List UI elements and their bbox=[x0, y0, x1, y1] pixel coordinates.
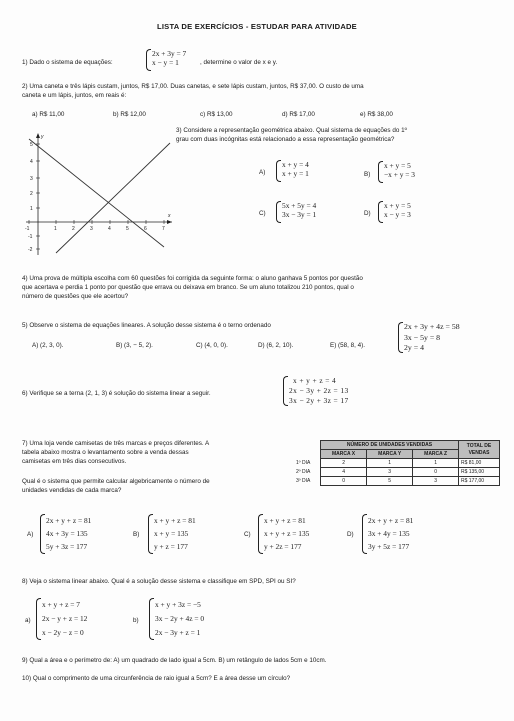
table-header-group: NÚMERO DE UNIDADES VENDIDAS bbox=[321, 441, 459, 450]
q5-option-e[interactable]: E) (58, 8, 4). bbox=[330, 342, 365, 349]
q1-question: , determine o valor de x e y. bbox=[200, 59, 278, 66]
y-tick-label: -1 bbox=[28, 234, 33, 240]
eq: y + 2z = 177 bbox=[264, 542, 302, 551]
q2-line1: 2) Uma caneta e três lápis custam, juntos, R$ 17,00. Duas canetas, e sete lápis custam, juntos, R$ 37,00. O custo de uma bbox=[22, 83, 364, 90]
q7-option-d[interactable] bbox=[362, 514, 413, 554]
q5-system bbox=[398, 322, 460, 353]
cell: 2 bbox=[321, 459, 367, 468]
eq: x + y = 5 bbox=[384, 201, 411, 210]
q4-line3: número de questões que ele acertou? bbox=[22, 293, 129, 300]
eq: x − 2y − z = 0 bbox=[42, 628, 84, 637]
line-x-plus-y bbox=[29, 139, 164, 247]
q5-option-d[interactable]: D) (6, 2, 10). bbox=[258, 342, 294, 349]
q6-eq2: 2x − 3y + 2z = 13 bbox=[289, 386, 349, 395]
q7-line4: Qual é o sistema que permite calcular algebricamente o número de bbox=[22, 478, 210, 485]
q1-eq2: x − y = 1 bbox=[152, 58, 179, 67]
eq: 3x − 2y + 4z = 0 bbox=[155, 614, 205, 623]
q7-option-a[interactable] bbox=[40, 514, 91, 554]
eq: 3x − 3y = 1 bbox=[282, 210, 317, 219]
q6-eq1: x + y + z = 4 bbox=[293, 376, 337, 385]
q2-option-c: c) R$ 13,00 bbox=[200, 111, 233, 118]
q7-option-c-label: C) bbox=[244, 531, 251, 538]
eq: −x + y = 3 bbox=[384, 170, 415, 179]
q4-line2: que acertava e perdia 1 ponto por questão que errava ou deixava em branco. Se um aluno totalizou 210 pontos, qual o bbox=[22, 284, 354, 291]
eq: 4x + 3y = 135 bbox=[46, 529, 88, 538]
q3-line2: grau com duas incógnitas está relacionado a essa representação geométrica? bbox=[176, 136, 395, 143]
q3-option-d-label: D) bbox=[364, 210, 371, 217]
eq: y + z = 177 bbox=[154, 542, 188, 551]
page-title: LISTA DE EXERCÍCIOS - ESTUDAR PARA ATIVIDADE bbox=[157, 22, 357, 31]
eq: 2x − y + z = 12 bbox=[42, 614, 88, 623]
q8-system-a bbox=[36, 598, 87, 640]
cell: 5 bbox=[367, 477, 413, 486]
eq: x + y + z = 135 bbox=[264, 529, 310, 538]
sales-table bbox=[294, 440, 500, 486]
q1-eq1: 2x + 3y = 7 bbox=[152, 49, 187, 58]
cell: 1 bbox=[413, 459, 459, 468]
cell: 1 bbox=[367, 459, 413, 468]
q3-line1: 3) Considere a representação geométrica abaixo. Qual sistema de equações do 1º bbox=[176, 127, 407, 134]
eq: x + y + z = 81 bbox=[154, 516, 196, 525]
q6-eq3: 3x − 2y + 3z = 17 bbox=[289, 396, 349, 405]
q5-eq3: 2y = 4 bbox=[404, 343, 424, 352]
q3-option-b[interactable] bbox=[378, 161, 415, 183]
q3-option-d[interactable] bbox=[378, 201, 411, 223]
y-tick-label: 4 bbox=[30, 159, 33, 165]
table-row bbox=[294, 468, 500, 477]
q2-option-a: a) R$ 11,00 bbox=[32, 111, 65, 118]
eq: 3y + 5z = 177 bbox=[368, 542, 410, 551]
day-label: 1º DIA bbox=[296, 460, 311, 466]
x-tick-label: -1 bbox=[25, 226, 30, 232]
eq: 2x − 3y + z = 1 bbox=[155, 628, 201, 637]
eq: x + y + z = 7 bbox=[42, 600, 80, 609]
cell: 3 bbox=[413, 477, 459, 486]
day-label: 3º DIA bbox=[296, 478, 311, 484]
cell-total: R$ 135,00 bbox=[459, 468, 500, 477]
q7-option-a-label: A) bbox=[27, 531, 34, 538]
table-col-header: MARCA X bbox=[321, 450, 367, 459]
eq: x + y + z = 81 bbox=[264, 516, 306, 525]
q8-b-label: b) bbox=[133, 617, 139, 624]
eq: x + y = 4 bbox=[282, 160, 309, 169]
eq: x + y = 1 bbox=[282, 169, 309, 178]
q3-graph bbox=[26, 131, 172, 255]
q5-option-a[interactable]: A) (2, 3, 0). bbox=[32, 342, 64, 349]
eq: 5y + 3z = 177 bbox=[46, 542, 88, 551]
table-col-header: MARCA Z bbox=[413, 450, 459, 459]
q3-option-a-label: A) bbox=[259, 169, 266, 176]
q7-option-b[interactable] bbox=[148, 514, 196, 554]
y-tick-label: 1 bbox=[30, 206, 33, 212]
q6-prompt: 6) Verifique se a terna (2, 1, 3) é solução do sistema linear a seguir. bbox=[22, 390, 211, 397]
eq: 5x + 5y = 4 bbox=[282, 201, 317, 210]
q2-option-b: b) R$ 12,00 bbox=[113, 111, 146, 118]
x-tick-label: 2 bbox=[72, 226, 75, 232]
q8-a-label: a) bbox=[25, 617, 31, 624]
q2-option-e: e) R$ 38,00 bbox=[360, 111, 393, 118]
q2-option-d: d) R$ 17,00 bbox=[282, 111, 315, 118]
q5-eq1: 2x + 3y + 4z = 58 bbox=[404, 322, 460, 331]
cell: 0 bbox=[321, 477, 367, 486]
table-col-header: MARCA Y bbox=[367, 450, 413, 459]
eq: 2x + y + z = 81 bbox=[46, 516, 92, 525]
x-tick-label: 6 bbox=[144, 226, 147, 232]
cell: 0 bbox=[413, 468, 459, 477]
x-tick-label: 4 bbox=[108, 226, 111, 232]
q8-prompt: 8) Veja o sistema linear abaixo. Qual é a solução desse sistema e classifique em SPD, SPI ou SI? bbox=[22, 578, 296, 585]
eq: x + y + 3z = −5 bbox=[155, 600, 201, 609]
y-tick-label: 2 bbox=[30, 191, 33, 197]
cell: 4 bbox=[321, 468, 367, 477]
y-axis-label: y bbox=[41, 134, 44, 140]
y-axis-arrow bbox=[36, 133, 40, 138]
eq: 3x + 4y = 135 bbox=[368, 529, 410, 538]
y-tick-label: 5 bbox=[30, 142, 33, 148]
eq: x − y = 3 bbox=[384, 210, 411, 219]
q7-line2: tabela abaixo mostra o levantamento sobre a venda dessas bbox=[22, 449, 189, 456]
cell-total: R$ 177,00 bbox=[459, 477, 500, 486]
q7-option-d-label: D) bbox=[347, 531, 354, 538]
table-header-total: TOTAL DE VENDAS bbox=[459, 441, 500, 459]
q1-system bbox=[146, 49, 186, 71]
table-row bbox=[294, 477, 500, 486]
q5-prompt: 5) Observe o sistema de equações lineares. A solução desse sistema é o terno ordenado bbox=[22, 322, 271, 329]
q7-line3: camisetas em três dias consecutivos. bbox=[22, 458, 127, 465]
q6-system bbox=[283, 376, 349, 406]
q4-line1: 4) Uma prova de múltipla escolha com 60 questões foi corrigida da seguinte forma: o aluno ganhava 5 pontos por questão bbox=[22, 275, 363, 282]
cell-total: R$ 81,00 bbox=[459, 459, 500, 468]
q1-prompt: 1) Dado o sistema de equações: bbox=[22, 59, 113, 66]
eq: 2x + y + z = 81 bbox=[368, 516, 414, 525]
cell: 3 bbox=[367, 468, 413, 477]
q5-eq2: 3x − 5y = 8 bbox=[404, 332, 441, 342]
line-x-minus-y bbox=[56, 143, 170, 253]
x-axis-arrow bbox=[167, 220, 172, 224]
q8-system-b bbox=[149, 598, 204, 640]
x-tick-label: 1 bbox=[54, 226, 57, 232]
q5-option-c[interactable]: C) (4, 0, 0). bbox=[196, 342, 228, 349]
y-tick-label: 3 bbox=[30, 176, 33, 182]
q7-option-b-label: B) bbox=[133, 531, 140, 538]
q3-option-b-label: B) bbox=[364, 171, 371, 178]
eq: x + y = 5 bbox=[384, 161, 411, 170]
q7-option-c[interactable] bbox=[258, 514, 309, 554]
x-tick-label: 7 bbox=[162, 226, 165, 232]
x-axis-label: x bbox=[168, 213, 171, 219]
q7-line1: 7) Uma loja vende camisetas de três marcas e preços diferentes. A bbox=[22, 440, 210, 447]
y-tick-label: -2 bbox=[28, 247, 33, 253]
q10-prompt: 10) Qual o comprimento de uma circunferência de raio igual a 5cm? E a área desse um círculo? bbox=[22, 675, 291, 682]
x-tick-label: 3 bbox=[90, 226, 93, 232]
q7-line5: unidades vendidas de cada marca? bbox=[22, 487, 122, 494]
q3-option-c[interactable] bbox=[276, 201, 316, 223]
q9-prompt: 9) Qual a área e o perímetro de: A) um quadrado de lado igual a 5cm. B) um retângulo de lados 5cm e 10cm. bbox=[22, 657, 327, 664]
eq: x + y = 135 bbox=[154, 529, 189, 538]
q2-line2: caneta e um lápis, juntos, em reais é: bbox=[22, 92, 127, 99]
x-tick-label: 5 bbox=[126, 226, 129, 232]
table-row bbox=[294, 459, 500, 468]
q3-option-c-label: C) bbox=[259, 210, 266, 217]
day-label: 2º DIA bbox=[296, 469, 311, 475]
q5-option-b[interactable]: B) (3, − 5, 2). bbox=[116, 342, 153, 349]
q3-option-a[interactable] bbox=[276, 160, 309, 182]
